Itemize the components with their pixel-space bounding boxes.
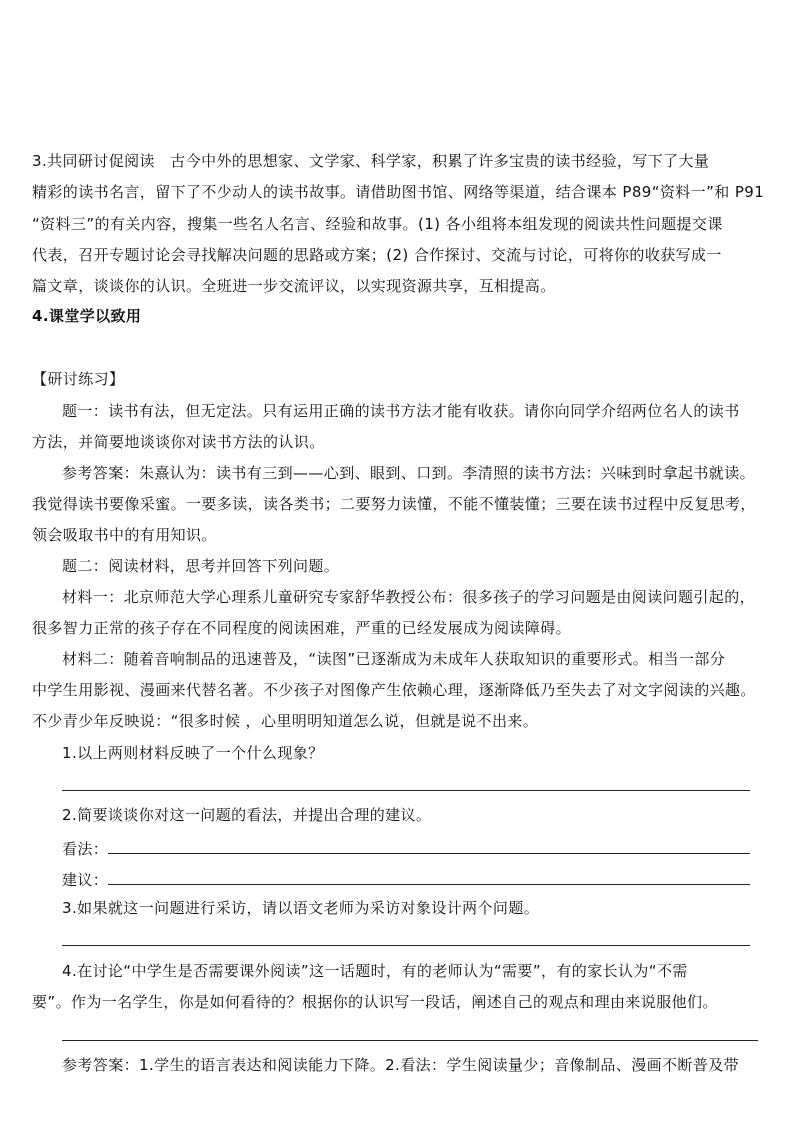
- view-label: 看法：: [62, 840, 109, 858]
- practice-header: 【研讨练习】: [32, 370, 125, 388]
- q1-line1: 题一：读书有法，但无定法。只有运用正确的读书方法才能有收获。请你向同学介绍两位名人的读书: [62, 402, 740, 420]
- q2-title: 题二：阅读材料，思考并回答下列问题。: [62, 557, 340, 575]
- material2-line3: 不少青少年反映说：“很多时候 ，心里明明知道怎么说，但就是说不出来。: [32, 712, 539, 730]
- section3-line1: 3.共同研讨促阅读 古今中外的思想家、文学家、科学家，积累了许多宝贵的读书经验，写下了大量: [32, 152, 710, 170]
- answer-line-4[interactable]: [62, 1040, 758, 1041]
- section3-line2: 精彩的读书名言，留下了不少动人的读书故事。请借助图书馆、网络等渠道，结合课本 P89“资料一”和 P91: [32, 183, 765, 201]
- answer-line-3[interactable]: [62, 945, 750, 946]
- subquestion-4-line2: 要”。作为一名学生，你是如何看待的？根据你的认识写一段话，阐述自己的观点和理由来说服他们。: [32, 993, 718, 1011]
- suggest-label: 建议：: [62, 871, 109, 889]
- a1-line3: 领会吸取书中的有用知识。: [32, 526, 217, 544]
- a1-line1: 参考答案：朱熹认为：读书有三到——心到、眼到、口到。李清照的读书方法：兴味到时拿起书就读。: [62, 464, 756, 482]
- material1-line2: 很多智力正常的孩子存在不同程度的阅读困难，严重的已经发展成为阅读障碍。: [32, 619, 572, 637]
- a1-line2: 我觉得读书要像采蜜。一要多读，读各类书；二要努力读懂，不能不懂装懂；三要在读书过程中反复思考，: [32, 495, 756, 513]
- section4-title: 4.课堂学以致用: [32, 307, 142, 325]
- section3-line3: “资料三”的有关内容，搜集一些名人名言、经验和故事。(1) 各小组将本组发现的阅读共性问题提交课: [32, 215, 723, 233]
- subquestion-2: 2.简要谈谈你对这一问题的看法，并提出合理的建议。: [62, 806, 432, 824]
- suggest-answer-line[interactable]: [108, 884, 750, 885]
- material1-line1: 材料一：北京师范大学心理系儿童研究专家舒华教授公布：很多孩子的学习问题是由阅读问题引起的，: [62, 588, 756, 606]
- answer-line-1[interactable]: [62, 790, 750, 791]
- view-answer-line[interactable]: [108, 853, 750, 854]
- section3-line5: 篇文章，谈谈你的认识。全班进一步交流评议，以实现资源共享，互相提高。: [32, 277, 556, 295]
- section3-line4: 代表，召开专题讨论会寻找解决问题的思路或方案；(2) 合作探讨、交流与讨论，可将你的收获写成一: [32, 246, 722, 264]
- reference-answer-line1: 参考答案：1.学生的语言表达和阅读能力下降。2.看法：学生阅读量少；音像制品、漫画不断普及带: [62, 1056, 740, 1074]
- subquestion-4-line1: 4.在讨论“中学生是否需要课外阅读”这一话题时，有的老师认为“需要”，有的家长认为“不需: [62, 962, 688, 980]
- subquestion-3: 3.如果就这一问题进行采访，请以语文老师为采访对象设计两个问题。: [62, 899, 540, 917]
- material2-line1: 材料二：随着音响制品的迅速普及，“读图”已逐渐成为未成年人获取知识的重要形式。相当一部分: [62, 650, 726, 668]
- subquestion-1: 1.以上两则材料反映了一个什么现象？: [62, 744, 324, 762]
- q1-line2: 方法，并简要地谈谈你对读书方法的认识。: [32, 433, 325, 451]
- material2-line2: 中学生用影视、漫画来代替名著。不少孩子对图像产生依赖心理，逐渐降低乃至失去了对文字阅读的兴趣。: [32, 681, 756, 699]
